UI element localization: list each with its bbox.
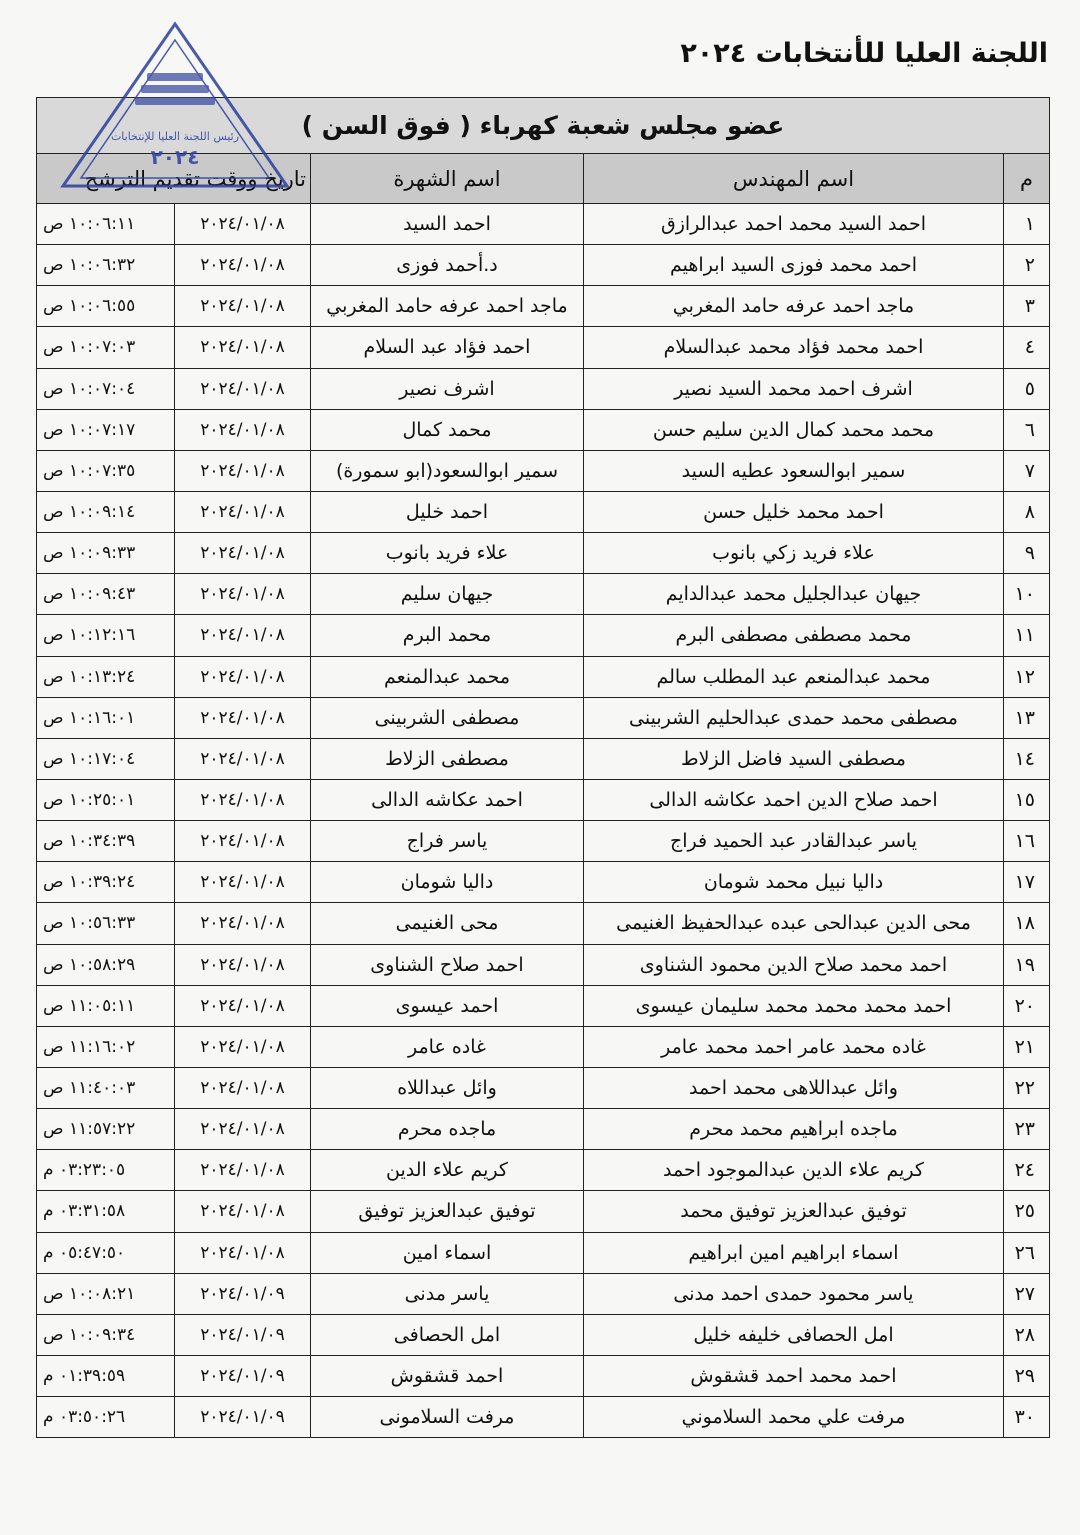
row-number: ١٠ bbox=[1004, 574, 1050, 615]
popular-name-cell: داليا شومان bbox=[311, 862, 584, 903]
popular-name-cell: مصطفى الشربينى bbox=[311, 697, 584, 738]
submission-time-cell: ١٠:٠٧:٣٥ ص bbox=[37, 450, 175, 491]
popular-name-cell: احمد فؤاد عبد السلام bbox=[311, 327, 584, 368]
row-number: ٧ bbox=[1004, 450, 1050, 491]
table-header-row bbox=[37, 154, 1050, 204]
table-row bbox=[37, 1355, 1050, 1396]
submission-time-cell: ١٠:٠٩:١٤ ص bbox=[37, 491, 175, 532]
engineer-name-cell: كريم علاء الدين عبدالموجود احمد bbox=[584, 1150, 1004, 1191]
row-number: ٢١ bbox=[1004, 1026, 1050, 1067]
row-number: ١ bbox=[1004, 204, 1050, 245]
submission-date-cell: ٢٠٢٤/٠١/٠٨ bbox=[175, 327, 311, 368]
row-number: ٢٨ bbox=[1004, 1314, 1050, 1355]
table-row bbox=[37, 738, 1050, 779]
table-row bbox=[37, 985, 1050, 1026]
popular-name-cell: ماجد احمد عرفه حامد المغربي bbox=[311, 286, 584, 327]
candidates-table bbox=[36, 97, 1050, 1438]
submission-time-cell: ١٠:٣٤:٣٩ ص bbox=[37, 821, 175, 862]
engineer-name-cell: احمد صلاح الدين احمد عكاشه الدالى bbox=[584, 779, 1004, 820]
popular-name-cell: اسماء امين bbox=[311, 1232, 584, 1273]
submission-date-cell: ٢٠٢٤/٠١/٠٨ bbox=[175, 533, 311, 574]
table-row bbox=[37, 1150, 1050, 1191]
engineer-name-cell: امل الحصافى خليفه خليل bbox=[584, 1314, 1004, 1355]
popular-name-cell: احمد قشقوش bbox=[311, 1355, 584, 1396]
popular-name-cell: جيهان سليم bbox=[311, 574, 584, 615]
engineer-name-cell: ياسر محمود حمدى احمد مدنى bbox=[584, 1273, 1004, 1314]
submission-time-cell: ١٠:٠٧:٠٣ ص bbox=[37, 327, 175, 368]
submission-date-cell: ٢٠٢٤/٠١/٠٨ bbox=[175, 1191, 311, 1232]
submission-time-cell: ١١:٥٧:٢٢ ص bbox=[37, 1109, 175, 1150]
row-number: ٥ bbox=[1004, 368, 1050, 409]
popular-name-cell: محى الغنيمى bbox=[311, 903, 584, 944]
table-caption-row bbox=[37, 98, 1050, 154]
engineer-name-cell: مصطفى السيد فاضل الزلاط bbox=[584, 738, 1004, 779]
submission-date-cell: ٢٠٢٤/٠١/٠٩ bbox=[175, 1314, 311, 1355]
table-row bbox=[37, 286, 1050, 327]
table-row bbox=[37, 1314, 1050, 1355]
table-row bbox=[37, 903, 1050, 944]
page-title: اللجنة العليا للأنتخابات ٢٠٢٤ bbox=[680, 38, 1048, 69]
submission-time-cell: ١١:٤٠:٠٣ ص bbox=[37, 1067, 175, 1108]
submission-date-cell: ٢٠٢٤/٠١/٠٨ bbox=[175, 1026, 311, 1067]
popular-name-cell: سمير ابوالسعود(ابو سمورة) bbox=[311, 450, 584, 491]
submission-date-cell: ٢٠٢٤/٠١/٠٨ bbox=[175, 862, 311, 903]
column-header-num: م bbox=[1004, 154, 1050, 204]
engineer-name-cell: داليا نبيل محمد شومان bbox=[584, 862, 1004, 903]
engineer-name-cell: مرفت علي محمد السلاموني bbox=[584, 1397, 1004, 1438]
stamp-text-line1: رئيس اللجنة العليا للإنتخابات bbox=[110, 130, 240, 143]
table-row bbox=[37, 450, 1050, 491]
popular-name-cell: د.أحمد فوزى bbox=[311, 245, 584, 286]
table-row bbox=[37, 1109, 1050, 1150]
row-number: ١٢ bbox=[1004, 656, 1050, 697]
popular-name-cell: محمد البرم bbox=[311, 615, 584, 656]
table-row bbox=[37, 368, 1050, 409]
engineer-name-cell: توفيق عبدالعزيز توفيق محمد bbox=[584, 1191, 1004, 1232]
popular-name-cell: مصطفى الزلاط bbox=[311, 738, 584, 779]
engineer-name-cell: مصطفى محمد حمدى عبدالحليم الشربينى bbox=[584, 697, 1004, 738]
row-number: ٢٢ bbox=[1004, 1067, 1050, 1108]
row-number: ٢٩ bbox=[1004, 1355, 1050, 1396]
popular-name-cell: كريم علاء الدين bbox=[311, 1150, 584, 1191]
submission-time-cell: ١٠:٥٦:٣٣ ص bbox=[37, 903, 175, 944]
submission-date-cell: ٢٠٢٤/٠١/٠٨ bbox=[175, 615, 311, 656]
submission-date-cell: ٢٠٢٤/٠١/٠٨ bbox=[175, 409, 311, 450]
table-row bbox=[37, 656, 1050, 697]
row-number: ٢ bbox=[1004, 245, 1050, 286]
row-number: ٢٦ bbox=[1004, 1232, 1050, 1273]
submission-date-cell: ٢٠٢٤/٠١/٠٨ bbox=[175, 204, 311, 245]
submission-time-cell: ١٠:٠٦:٣٢ ص bbox=[37, 245, 175, 286]
submission-time-cell: ٠٣:٥٠:٢٦ م bbox=[37, 1397, 175, 1438]
submission-time-cell: ١٠:١٣:٢٤ ص bbox=[37, 656, 175, 697]
engineer-name-cell: محمد محمد كمال الدين سليم حسن bbox=[584, 409, 1004, 450]
submission-date-cell: ٢٠٢٤/٠١/٠٨ bbox=[175, 944, 311, 985]
table-row bbox=[37, 1397, 1050, 1438]
submission-time-cell: ٠٣:٢٣:٠٥ م bbox=[37, 1150, 175, 1191]
submission-time-cell: ٠٥:٤٧:٥٠ م bbox=[37, 1232, 175, 1273]
table-body bbox=[37, 204, 1050, 1438]
submission-date-cell: ٢٠٢٤/٠١/٠٨ bbox=[175, 903, 311, 944]
engineer-name-cell: سمير ابوالسعود عطيه السيد bbox=[584, 450, 1004, 491]
row-number: ١٣ bbox=[1004, 697, 1050, 738]
table-row bbox=[37, 327, 1050, 368]
submission-time-cell: ١٠:٠٧:١٧ ص bbox=[37, 409, 175, 450]
engineer-name-cell: جيهان عبدالجليل محمد عبدالدايم bbox=[584, 574, 1004, 615]
submission-date-cell: ٢٠٢٤/٠١/٠٨ bbox=[175, 1067, 311, 1108]
table-row bbox=[37, 409, 1050, 450]
popular-name-cell: ياسر مدنى bbox=[311, 1273, 584, 1314]
submission-date-cell: ٢٠٢٤/٠١/٠٨ bbox=[175, 697, 311, 738]
submission-date-cell: ٢٠٢٤/٠١/٠٩ bbox=[175, 1273, 311, 1314]
row-number: ٢٤ bbox=[1004, 1150, 1050, 1191]
engineer-name-cell: احمد محمد فؤاد محمد عبدالسلام bbox=[584, 327, 1004, 368]
engineer-name-cell: محمد عبدالمنعم عبد المطلب سالم bbox=[584, 656, 1004, 697]
submission-date-cell: ٢٠٢٤/٠١/٠٨ bbox=[175, 1150, 311, 1191]
popular-name-cell: ياسر فراج bbox=[311, 821, 584, 862]
table-row bbox=[37, 204, 1050, 245]
submission-date-cell: ٢٠٢٤/٠١/٠٨ bbox=[175, 1109, 311, 1150]
popular-name-cell: احمد صلاح الشناوى bbox=[311, 944, 584, 985]
engineer-name-cell: ماجده ابراهيم محمد محرم bbox=[584, 1109, 1004, 1150]
column-header-engineer-name: اسم المهندس bbox=[584, 154, 1004, 204]
submission-time-cell: ١٠:١٦:٠١ ص bbox=[37, 697, 175, 738]
submission-time-cell: ١٠:٢٥:٠١ ص bbox=[37, 779, 175, 820]
popular-name-cell: مرفت السلامونى bbox=[311, 1397, 584, 1438]
table-row bbox=[37, 1273, 1050, 1314]
submission-date-cell: ٢٠٢٤/٠١/٠٨ bbox=[175, 779, 311, 820]
table-caption: عضو مجلس شعبة كهرباء ( فوق السن ) bbox=[37, 98, 1050, 154]
row-number: ٢٧ bbox=[1004, 1273, 1050, 1314]
row-number: ١١ bbox=[1004, 615, 1050, 656]
submission-time-cell: ١٠:٥٨:٢٩ ص bbox=[37, 944, 175, 985]
popular-name-cell: ماجده محرم bbox=[311, 1109, 584, 1150]
popular-name-cell: احمد عيسوى bbox=[311, 985, 584, 1026]
submission-time-cell: ٠١:٣٩:٥٩ م bbox=[37, 1355, 175, 1396]
engineer-name-cell: احمد محمد محمد محمد سليمان عيسوى bbox=[584, 985, 1004, 1026]
popular-name-cell: محمد كمال bbox=[311, 409, 584, 450]
column-header-date-time: تاريخ ووقت تقديم الترشح bbox=[37, 154, 311, 204]
popular-name-cell: احمد السيد bbox=[311, 204, 584, 245]
row-number: ١٨ bbox=[1004, 903, 1050, 944]
submission-date-cell: ٢٠٢٤/٠١/٠٨ bbox=[175, 245, 311, 286]
row-number: ١٤ bbox=[1004, 738, 1050, 779]
submission-time-cell: ٠٣:٣١:٥٨ م bbox=[37, 1191, 175, 1232]
row-number: ٩ bbox=[1004, 533, 1050, 574]
submission-time-cell: ١٠:٠٧:٠٤ ص bbox=[37, 368, 175, 409]
engineer-name-cell: وائل عبداللاهى محمد احمد bbox=[584, 1067, 1004, 1108]
row-number: ٢٣ bbox=[1004, 1109, 1050, 1150]
submission-date-cell: ٢٠٢٤/٠١/٠٨ bbox=[175, 286, 311, 327]
table-row bbox=[37, 1232, 1050, 1273]
row-number: ١٩ bbox=[1004, 944, 1050, 985]
engineer-name-cell: احمد محمد فوزى السيد ابراهيم bbox=[584, 245, 1004, 286]
submission-date-cell: ٢٠٢٤/٠١/٠٨ bbox=[175, 450, 311, 491]
row-number: ٦ bbox=[1004, 409, 1050, 450]
engineer-name-cell: احمد محمد صلاح الدين محمود الشناوى bbox=[584, 944, 1004, 985]
popular-name-cell: غاده عامر bbox=[311, 1026, 584, 1067]
engineer-name-cell: اسماء ابراهيم امين ابراهيم bbox=[584, 1232, 1004, 1273]
column-header-popular-name: اسم الشهرة bbox=[311, 154, 584, 204]
table-row bbox=[37, 862, 1050, 903]
row-number: ٢٥ bbox=[1004, 1191, 1050, 1232]
submission-date-cell: ٢٠٢٤/٠١/٠٨ bbox=[175, 738, 311, 779]
popular-name-cell: علاء فريد بانوب bbox=[311, 533, 584, 574]
engineer-name-cell: احمد محمد احمد قشقوش bbox=[584, 1355, 1004, 1396]
submission-date-cell: ٢٠٢٤/٠١/٠٨ bbox=[175, 368, 311, 409]
table-row bbox=[37, 574, 1050, 615]
table-row bbox=[37, 821, 1050, 862]
table-row bbox=[37, 944, 1050, 985]
row-number: ٨ bbox=[1004, 491, 1050, 532]
table-row bbox=[37, 1191, 1050, 1232]
submission-date-cell: ٢٠٢٤/٠١/٠٩ bbox=[175, 1397, 311, 1438]
table-row bbox=[37, 697, 1050, 738]
engineer-name-cell: ماجد احمد عرفه حامد المغربي bbox=[584, 286, 1004, 327]
submission-date-cell: ٢٠٢٤/٠١/٠٨ bbox=[175, 574, 311, 615]
submission-date-cell: ٢٠٢٤/٠١/٠٨ bbox=[175, 656, 311, 697]
popular-name-cell: احمد عكاشه الدالى bbox=[311, 779, 584, 820]
row-number: ١٧ bbox=[1004, 862, 1050, 903]
submission-time-cell: ١٠:٠٦:٥٥ ص bbox=[37, 286, 175, 327]
table-row bbox=[37, 1067, 1050, 1108]
stamp-text-year: ٢٠٢٤ bbox=[150, 145, 200, 169]
engineer-name-cell: محى الدين عبدالحى عبده عبدالحفيظ الغنيمى bbox=[584, 903, 1004, 944]
submission-date-cell: ٢٠٢٤/٠١/٠٨ bbox=[175, 1232, 311, 1273]
popular-name-cell: احمد خليل bbox=[311, 491, 584, 532]
popular-name-cell: وائل عبداللاه bbox=[311, 1067, 584, 1108]
engineer-name-cell: احمد محمد خليل حسن bbox=[584, 491, 1004, 532]
row-number: ٣ bbox=[1004, 286, 1050, 327]
submission-time-cell: ١٠:٠٦:١١ ص bbox=[37, 204, 175, 245]
submission-time-cell: ١٠:٠٨:٢١ ص bbox=[37, 1273, 175, 1314]
row-number: ١٦ bbox=[1004, 821, 1050, 862]
row-number: ١٥ bbox=[1004, 779, 1050, 820]
engineer-name-cell: احمد السيد محمد احمد عبدالرازق bbox=[584, 204, 1004, 245]
table-row bbox=[37, 1026, 1050, 1067]
table-row bbox=[37, 533, 1050, 574]
row-number: ٣٠ bbox=[1004, 1397, 1050, 1438]
submission-date-cell: ٢٠٢٤/٠١/٠٩ bbox=[175, 1355, 311, 1396]
submission-date-cell: ٢٠٢٤/٠١/٠٨ bbox=[175, 821, 311, 862]
submission-time-cell: ١٠:٠٩:٣٤ ص bbox=[37, 1314, 175, 1355]
row-number: ٤ bbox=[1004, 327, 1050, 368]
table-row bbox=[37, 245, 1050, 286]
submission-time-cell: ١١:١٦:٠٢ ص bbox=[37, 1026, 175, 1067]
submission-date-cell: ٢٠٢٤/٠١/٠٨ bbox=[175, 985, 311, 1026]
popular-name-cell: محمد عبدالمنعم bbox=[311, 656, 584, 697]
table-row bbox=[37, 615, 1050, 656]
engineer-name-cell: محمد مصطفى مصطفى البرم bbox=[584, 615, 1004, 656]
row-number: ٢٠ bbox=[1004, 985, 1050, 1026]
engineer-name-cell: غاده محمد عامر احمد محمد عامر bbox=[584, 1026, 1004, 1067]
popular-name-cell: توفيق عبدالعزيز توفيق bbox=[311, 1191, 584, 1232]
table-row bbox=[37, 491, 1050, 532]
engineer-name-cell: اشرف احمد محمد السيد نصير bbox=[584, 368, 1004, 409]
table-row bbox=[37, 779, 1050, 820]
submission-time-cell: ١٠:١٢:١٦ ص bbox=[37, 615, 175, 656]
submission-time-cell: ١٠:٣٩:٢٤ ص bbox=[37, 862, 175, 903]
submission-time-cell: ١٠:٠٩:٤٣ ص bbox=[37, 574, 175, 615]
submission-time-cell: ١٠:١٧:٠٤ ص bbox=[37, 738, 175, 779]
popular-name-cell: اشرف نصير bbox=[311, 368, 584, 409]
submission-date-cell: ٢٠٢٤/٠١/٠٨ bbox=[175, 491, 311, 532]
engineer-name-cell: علاء فريد زكي بانوب bbox=[584, 533, 1004, 574]
engineer-name-cell: ياسر عبدالقادر عبد الحميد فراج bbox=[584, 821, 1004, 862]
submission-time-cell: ١٠:٠٩:٣٣ ص bbox=[37, 533, 175, 574]
popular-name-cell: امل الحصافى bbox=[311, 1314, 584, 1355]
submission-time-cell: ١١:٠٥:١١ ص bbox=[37, 985, 175, 1026]
